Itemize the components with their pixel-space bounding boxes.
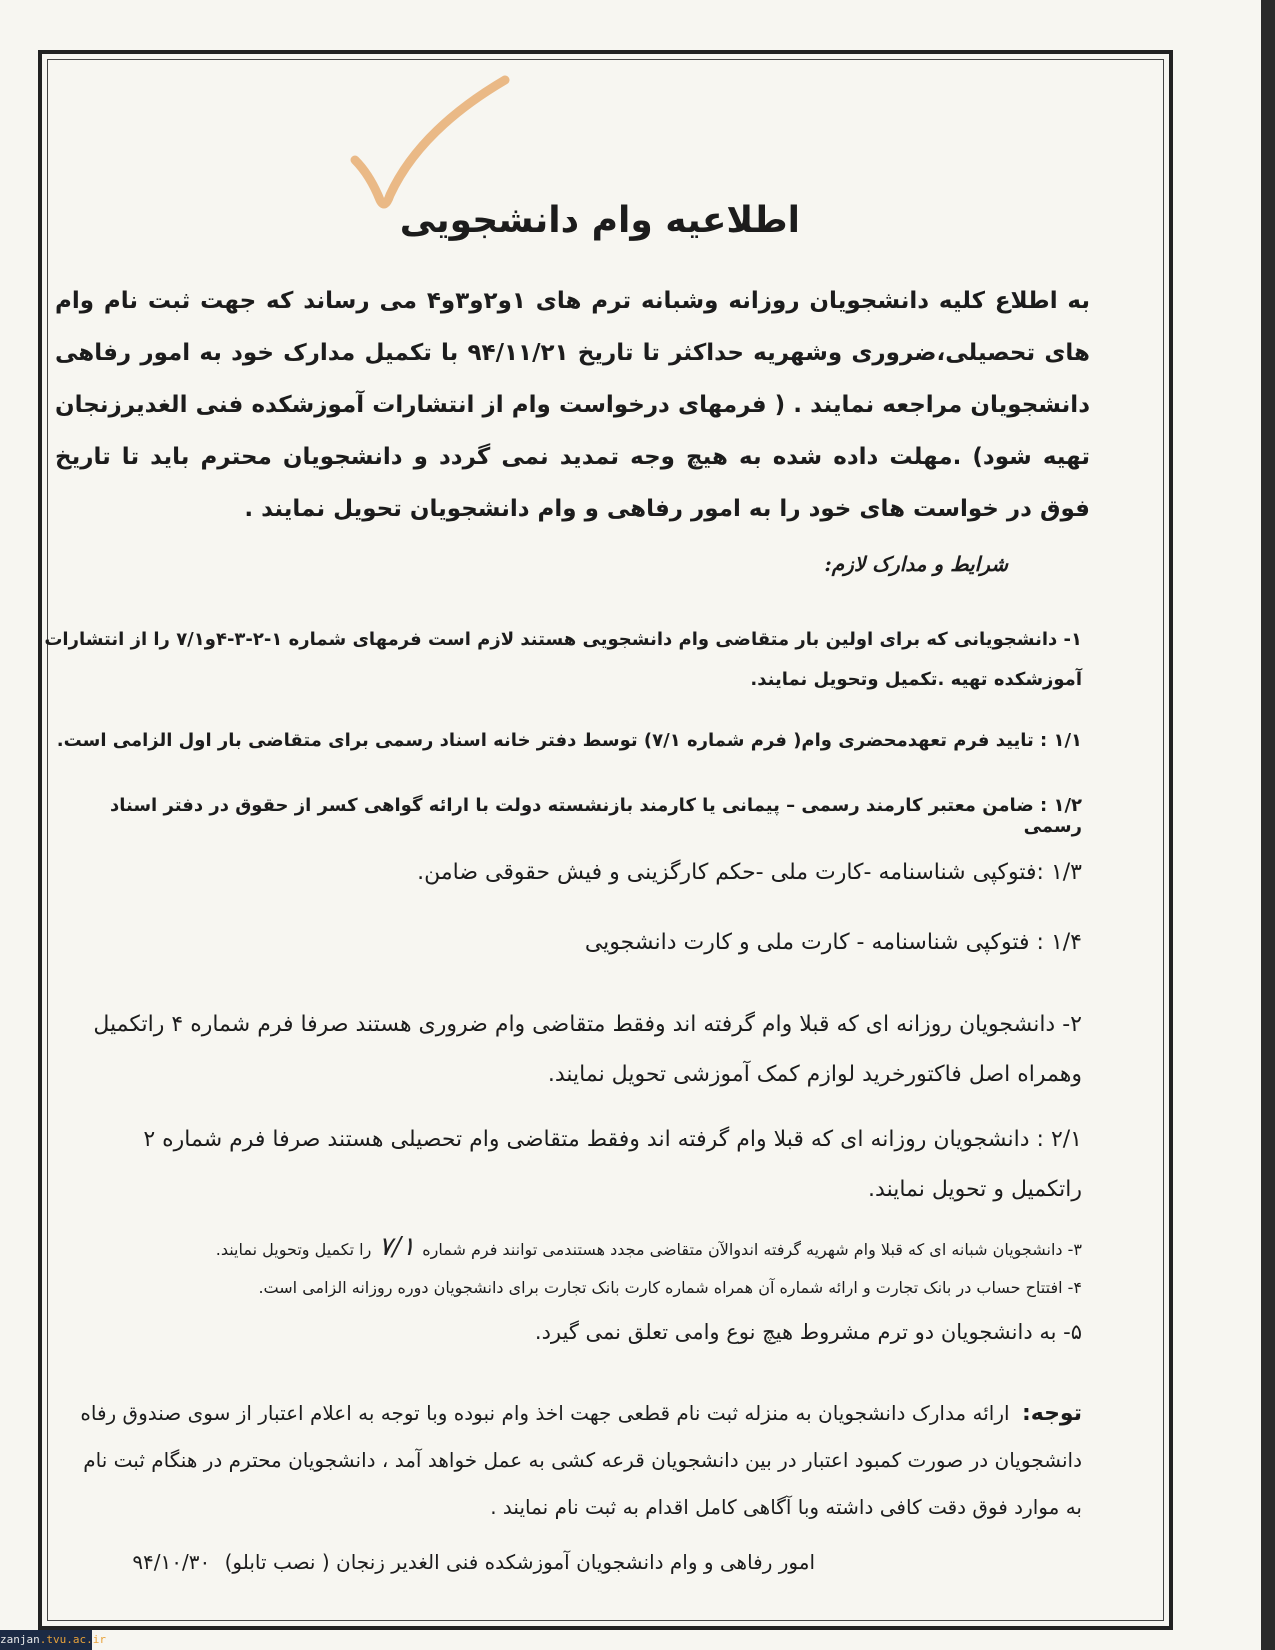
page-title: اطلاعیه وام دانشجویی: [399, 200, 800, 241]
intro-text: به اطلاع کلیه دانشجویان روزانه وشبانه ترم های ۱و۲و۳و۴ می رساند که جهت ثبت نام وام های تحصیلی،ضروری وشهریه حداکثر تا تاریخ ۹۴/۱۱/۲۱ با تکمیل مدارک خود به امور رفاهی دانشجویان مراجعه نمایند . ( فرمهای درخواست وام از انتشارات آموزشکده فنی الغدیرزنجان تهیه شود) .مهلت داده شده به هیچ وجه تمدید نمی گردد و دانشجویان محترم باید تا تاریخ فوق در خواست های خود را به امور رفاهی و وام دانشجویان تحویل نمایند .: [55, 288, 1091, 522]
list-item-1: ۱- دانشجویانی که برای اولین بار متقاضی وام دانشجویی هستند لازم است فرمهای شماره ۱-۲-۳-۴و۷/۱ را از انتشارات آموزشکده تهیه .تکمیل وتحویل نمایند.: [44, 629, 1082, 690]
document-page: [44, 60, 1160, 1620]
list-item-1-2: ۱/۲ : ضامن معتبر کارمند رسمی – پیمانی یا کارمند بازنشسته دولت با ارائه گواهی کسر از حقوق در دفتر اسناد رسمی: [110, 795, 1082, 837]
watermark-prefix: zanjan: [0, 1633, 40, 1646]
handwritten-form-number: ۷/۱: [378, 1232, 416, 1262]
list-item-2-1: ۲/۱ : دانشجویان روزانه ای که قبلا وام گرفته اند وفقط متقاضی وام تحصیلی هستند صرفا فرم شماره ۲ راتکمیل و تحویل نمایند.: [143, 1127, 1082, 1202]
list-item-1-1: ۱/۱ : تایید فرم تعهدمحضری وام( فرم شماره ۷/۱) توسط دفتر خانه اسناد رسمی برای متقاضی بار اول الزامی است.: [56, 730, 1082, 751]
list-item-1-3: ۱/۳ :فتوکپی شناسنامه -کارت ملی -حکم کارگزینی و فیش حقوقی ضامن.: [417, 860, 1082, 885]
watermark-domain: .tvu.ac.ir: [39, 1633, 106, 1646]
list-item-3-text-after: را تکمیل وتحویل نمایند.: [215, 1240, 372, 1259]
list-item-5: ۵- به دانشجویان دو ترم مشروط هیچ نوع وامی تعلق نمی گیرد.: [534, 1320, 1082, 1344]
list-item-3-text-before: ۳- دانشجویان شبانه ای که قبلا وام شهریه گرفته اندوالآن متقاضی مجدد هستندمی توانند فرم شماره: [422, 1240, 1082, 1259]
list-item-3: [37, 1232, 1082, 1262]
note-text: ارائه مدارک دانشجویان به منزله ثبت نام قطعی جهت اخذ وام نبوده وبا توجه به اعلام اعتبار از سوی صندوق رفاه دانشجویان در صورت کمبود اعتبار در بین دانشجویان قرعه کشی به عمل خواهد آمد ، دانشجویان محترم در هنگام ثبت نام به موارد فوق دقت کافی داشته وبا آگاهی کامل اقدام به ثبت نام نمایند .: [80, 1401, 1082, 1519]
scan-edge: [1261, 0, 1275, 1650]
list-item-1-4: ۱/۴ : فتوکپی شناسنامه - کارت ملی و کارت دانشجویی: [584, 930, 1082, 955]
footer-signature: [132, 1550, 815, 1574]
footer-date: ۹۴/۱۰/۳۰: [132, 1550, 211, 1574]
list-item-2: ۲- دانشجویان روزانه ای که قبلا وام گرفته اند وفقط متقاضی وام ضروری هستند صرفا فرم شماره ۴ راتکمیل وهمراه اصل فاکتورخرید لوازم کمک آموزشی تحویل نمایند.: [93, 1012, 1082, 1087]
site-watermark: [0, 1630, 106, 1650]
footer-signature-text: امور رفاهی و وام دانشجویان آموزشکده فنی الغدیر زنجان ( نصب تابلو): [224, 1550, 815, 1574]
section-heading: شرایط و مدارک لازم:: [824, 552, 1008, 576]
intro-paragraph: [55, 275, 1090, 535]
note-paragraph: [72, 1390, 1082, 1531]
list-item-4: ۴- افتتاح حساب در بانک تجارت و ارائه شماره آن همراه شماره کارت بانک تجارت برای دانشجویان دوره روزانه الزامی است.: [258, 1278, 1082, 1297]
note-label: توجه:: [1021, 1401, 1082, 1426]
